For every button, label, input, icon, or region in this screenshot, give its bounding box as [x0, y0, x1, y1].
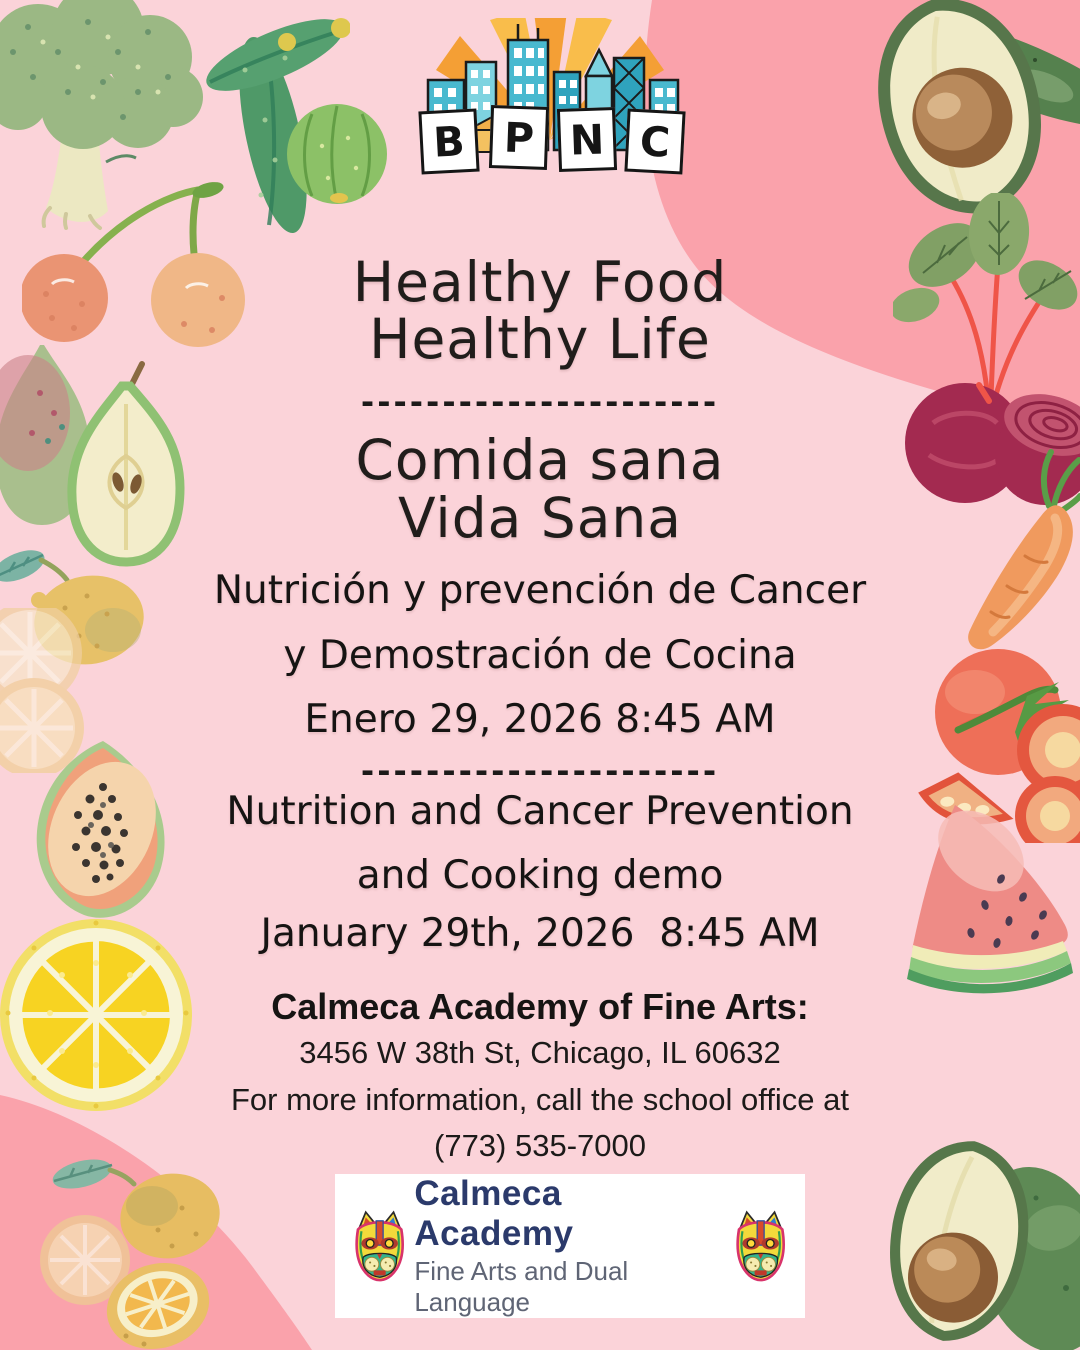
school-logo-tagline: Fine Arts and Dual Language — [414, 1256, 629, 1317]
event-es-line2: y Demostración de Cocina — [283, 633, 797, 678]
title-en-line1: Healthy Food — [352, 250, 728, 314]
event-en-line1: Nutrition and Cancer Prevention — [226, 789, 854, 834]
title-en-line2: Healthy Life — [369, 307, 711, 371]
round-squash-illustration — [282, 98, 392, 210]
venue-name: Calmeca Academy of Fine Arts: — [271, 986, 809, 1027]
school-logo-card — [335, 1174, 805, 1318]
title-es-line1: Comida sana — [355, 428, 725, 492]
school-logo-name: Calmeca Academy — [414, 1174, 574, 1253]
bpnc-letter-n: N — [569, 114, 605, 165]
avocado-bottom-illustration — [858, 1138, 1080, 1350]
divider-middle: ---------------------- — [360, 752, 720, 790]
bpnc-letter-tile-b — [418, 109, 479, 175]
jaguar-mask-icon — [732, 1205, 789, 1287]
bpnc-letter-b: B — [432, 116, 466, 167]
venue-address: 3456 W 38th St, Chicago, IL 60632 — [299, 1035, 781, 1070]
event-es-line3: Enero 29, 2026 8:45 AM — [304, 697, 776, 742]
bpnc-letter-p: P — [503, 112, 535, 163]
venue-phone: (773) 535-7000 — [434, 1128, 646, 1163]
jaguar-mask-icon — [351, 1205, 408, 1287]
venue-info: For more information, call the school office at — [231, 1082, 849, 1117]
bpnc-letter-tile-n — [557, 107, 617, 172]
bpnc-letter-c: C — [638, 116, 672, 167]
bpnc-letter-tile-p — [489, 105, 549, 170]
bpnc-letter-tile-c — [624, 109, 685, 175]
event-en-line3: January 29th, 2026 8:45 AM — [260, 911, 820, 956]
lemons-illustration — [40, 1148, 225, 1350]
bpnc-logo — [408, 18, 693, 180]
event-es-line1: Nutrición y prevención de Cancer — [213, 568, 867, 613]
divider-top: ---------------------- — [360, 383, 720, 421]
event-en-line2: and Cooking demo — [356, 853, 724, 898]
title-es-line2: Vida Sana — [398, 486, 682, 550]
